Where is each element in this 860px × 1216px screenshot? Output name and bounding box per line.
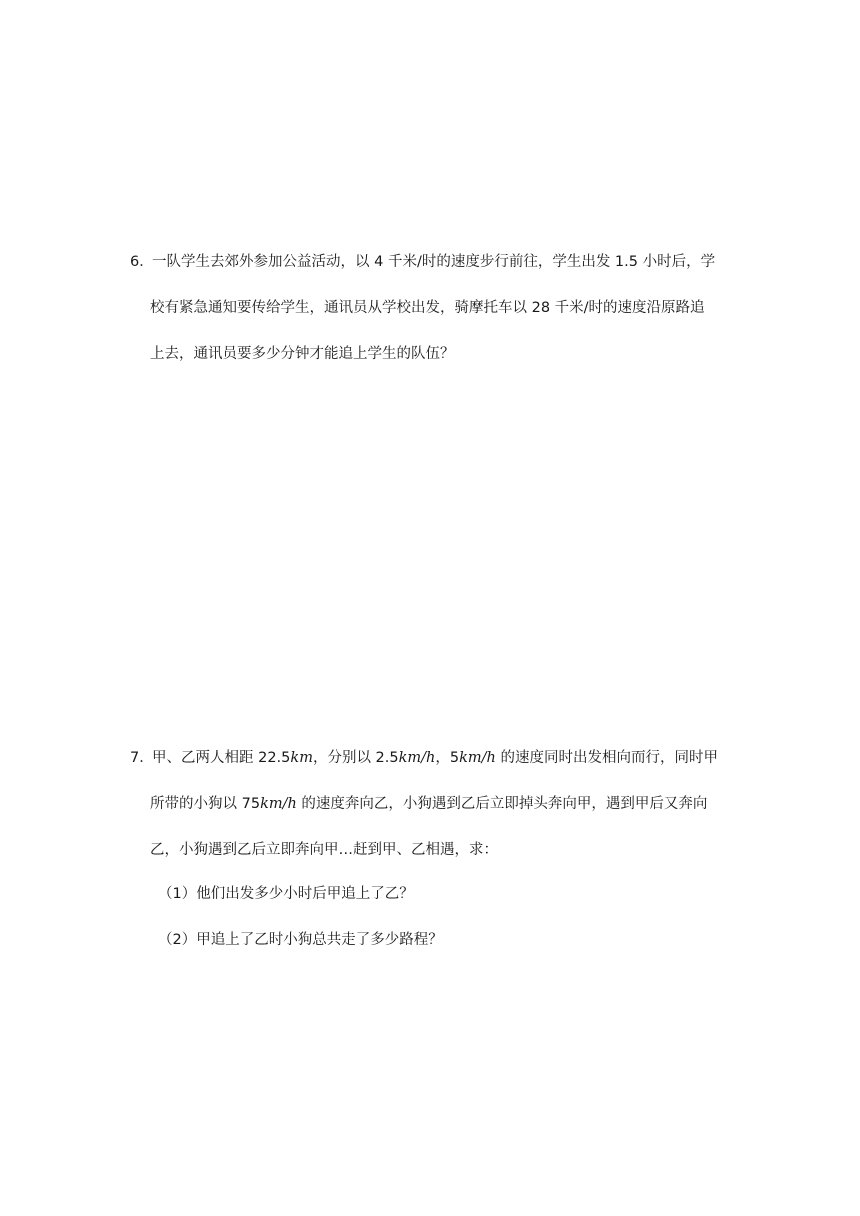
problem-text-line: 一队学生去郊外参加公益活动，以 4 千米/时的速度步行前往，学生出发 1.5 小时后，学	[152, 254, 716, 270]
unit-km-per-h: km/h	[260, 796, 297, 812]
problem-text-line	[152, 748, 718, 768]
unit-km-per-h: km/h	[398, 750, 436, 766]
text-segment: ，分别以 2.5	[312, 750, 399, 766]
problem-text-line	[150, 794, 707, 814]
problem-number: 6．	[130, 254, 154, 270]
unit-km-per-h: km/h	[459, 750, 496, 766]
problem-number: 7．	[130, 750, 154, 766]
sub-question-1: （1）他们出发多少小时后甲追上了乙？	[158, 886, 414, 902]
problem-text-line: 上去，通讯员要多少分钟才能追上学生的队伍？	[150, 346, 455, 362]
text-segment: 的速度同时出发相向而行，同时甲	[495, 750, 718, 766]
text-segment: 所带的小狗以 75	[150, 796, 261, 812]
sub-question-2: （2）甲追上了乙时小狗总共走了多少路程？	[158, 932, 443, 948]
text-segment: ，5	[435, 750, 460, 766]
unit-km: km	[290, 750, 313, 766]
problem-text-line: 乙，小狗遇到乙后立即奔向甲…赶到甲、乙相遇，求：	[150, 842, 498, 858]
text-segment: 甲、乙两人相距 22.5	[152, 750, 291, 766]
text-segment: 的速度奔向乙，小狗遇到乙后立即掉头奔向甲，遇到甲后又奔向	[296, 796, 708, 812]
problem-text-line: 校有紧急通知要传给学生，通讯员从学校出发，骑摩托车以 28 千米/时的速度沿原路追	[150, 300, 705, 316]
